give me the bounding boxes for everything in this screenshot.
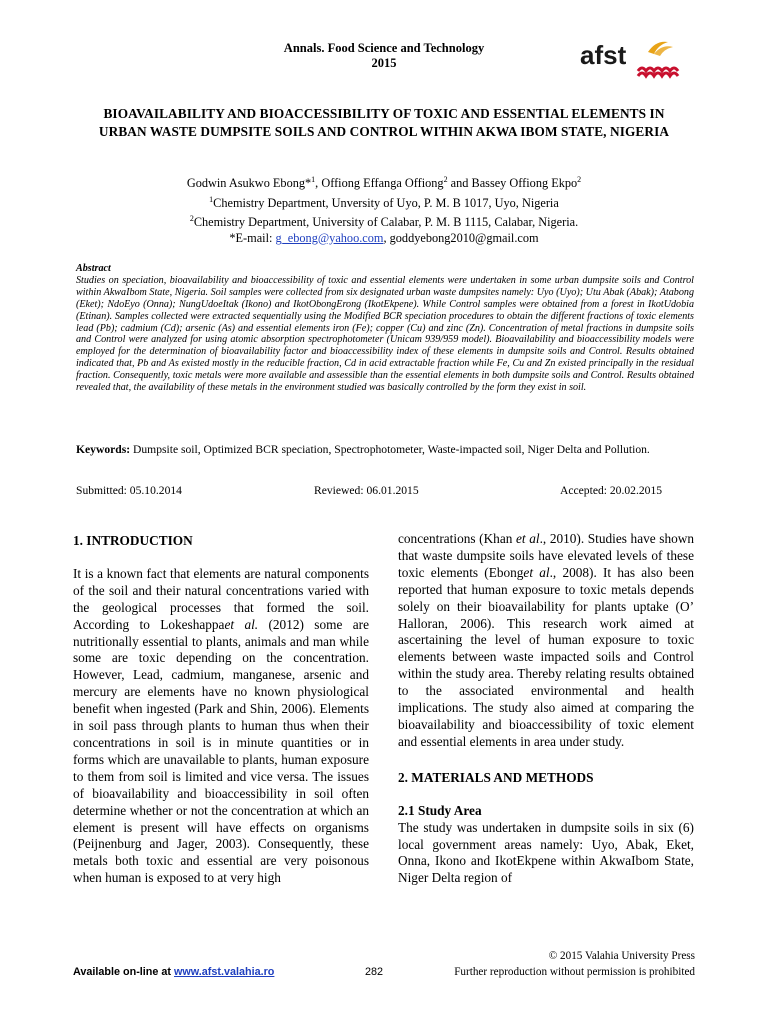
author-2-aff: 2 xyxy=(443,175,448,184)
intro-text-1: It is a known fact that elements are natural components of the soil and their natural concentrations varied with the geological processes that formed the soil. According to Lokeshappa xyxy=(73,565,369,632)
email-label: *E-mail: xyxy=(229,230,276,245)
section-introduction-heading: 1. INTRODUCTION xyxy=(73,533,193,548)
author-3: and Bassey Offiong Ekpo xyxy=(447,176,578,191)
journal-year: 2015 xyxy=(371,56,397,70)
affiliation-2-text: Chemistry Department, University of Calabar, P. M. B 1115, Calabar, Nigeria. xyxy=(193,215,579,230)
spacer xyxy=(398,751,694,768)
journal-name: Annals. Food Science and Technology xyxy=(283,41,485,55)
intro-cont-text-3: ., 2008). It has also been reported that human exposure to toxic metals depends solely on their bioavailability for plants uptake (O’ Halloran, 2006). This research work aimed at ascertaining the level of human exposure to toxic elements between waste impacted soils and Control within the study area. Thereby relating results obtained to the associated environmental and health implications. The study also aimed at comparing the bioavailability and bioaccessibility of toxic element and essential elements in area under study. xyxy=(398,564,695,749)
email-line xyxy=(60,231,708,247)
author-2: , Offiong Effanga Offiong xyxy=(315,176,444,191)
afst-logo xyxy=(578,38,698,80)
study-area-paragraph: The study was undertaken in dumpsite soils in six (6) local government areas namely: Uyo, Abak, Eket, Onna, Ikono and IkotEkpene within AkwaIbom State, Niger Delta region of xyxy=(398,819,694,886)
intro-cont-etal-2: et al xyxy=(523,564,550,580)
left-column xyxy=(73,531,369,887)
author-1-aff: 1 xyxy=(311,175,316,184)
keywords-text: Dumpsite soil, Optimized BCR speciation, Spectrophotometer, Waste-impacted soil, Niger Delta and Pollution. xyxy=(130,443,650,456)
rights-notice: Further reproduction without permission is prohibited xyxy=(454,966,695,978)
availability-label: Available on-line at xyxy=(73,966,174,978)
availability-line xyxy=(73,966,274,978)
email-2: , goddyebong2010@gmail.com xyxy=(383,230,539,245)
right-column xyxy=(398,531,694,887)
copyright-notice: © 2015 Valahia University Press xyxy=(548,950,695,962)
author-names xyxy=(60,172,708,192)
author-1: Godwin Asukwo Ebong* xyxy=(186,176,312,191)
page-footer xyxy=(73,966,695,982)
intro-cont-text-1: concentrations (Khan xyxy=(398,531,516,546)
submitted-date: Submitted: 05.10.2014 xyxy=(76,484,182,497)
section-methods-heading: 2. MATERIALS AND METHODS xyxy=(398,769,594,785)
introduction-paragraph xyxy=(73,566,369,887)
accepted-date: Accepted: 20.02.2015 xyxy=(560,484,663,497)
affiliation-2-marker: 2 xyxy=(189,214,194,224)
abstract-heading: Abstract xyxy=(76,263,111,274)
affiliation-1-text: Chemistry Department, Unversity of Uyo, P. M. B 1017, Uyo, Nigeria xyxy=(213,195,559,210)
intro-cont-text-2: ., 2010). Studies have shown that waste dumpsite soils have elevated levels of these toxic elements (Ebong xyxy=(398,531,694,580)
paper-title: BIOAVAILABILITY AND BIOACCESSIBILITY OF TOXIC AND ESSENTIAL ELEMENTS IN URBAN WASTE DUMPSITE SOILS AND CONTROL WITHIN AKWA IBOM STATE, NIGERIA xyxy=(98,106,670,139)
affiliation-2 xyxy=(60,211,708,231)
author-block xyxy=(60,172,708,246)
intro-text-2: (2012) some are nutritionally essential to plants, animals and man while some are toxic depending on the concentration. However, Lead, cadmium, manganese, arsenic and mercury are elements have no known physiological benefit when ingested (Park and Shin, 2006). Elements in soil pass through plants to human thus when their concentrations in soil is in minute quantities or in forms which are unavailable to plants, human exposure to them from soil is limited and vice versa. The issues of bioavailability and bioaccessibility in soil often determine whether or not the concentration at which an element is present will have effects on organisms (Peijnenburg and Jager, 2003). Consequently, these metals both toxic and essential are very poisonous when human is exposed to at very high xyxy=(73,616,369,886)
submission-dates xyxy=(76,484,676,500)
email-link-1[interactable]: g_ebong@yahoo.com xyxy=(275,230,384,245)
afst-logo-text: afst xyxy=(580,40,627,70)
affiliation-1 xyxy=(60,192,708,212)
author-3-aff: 2 xyxy=(577,175,582,184)
journal-website-link[interactable]: www.afst.valahia.ro xyxy=(174,966,275,978)
keywords-label: Keywords: xyxy=(76,443,131,456)
intro-etal: et al. xyxy=(224,616,259,632)
keywords xyxy=(76,442,694,457)
affiliation-1-marker: 1 xyxy=(209,194,214,204)
abstract-text: Studies on speciation, bioavailability and bioaccessibility of toxic and essential elements were undertaken in some urban dumpsite soils and Control within AkwaIbom State, Nigeria. Soil samples were collected from six designated urban waste dumpsites namely: Uyo (Uyo); Utu Abak (Abak); Atabong (Eket); NdoEyo (Onna); NungUdoeItak (Ikono) and IkotObongErong (IkotEkpene). While Control samples were obtained from a forest in IkotUdobia (Etinan). Samples collected were extracted sequentially using the Modified BCR speciation procedures to obtain the different fractions of toxic elements lead (Pb); cadmium (Cd); arsenic (As) and essential elements iron (Fe); copper (Cu) and zinc (Zn). Concentration of metal fractions in dumpsite soils and Control were analyzed for using atomic absorption spectrophotometer (Unicam 939/959 model). Bioavailability and bioaccessibility models were employed for the determination of bioavailability factor and bioaccessibility index of these elements in dumpsite soils and Control. Results obtained indicated that, Pb and As existed mostly in the reducible fraction, Cd in acid extractable fraction while Fe, Cu and Zn existed principally in the residual fraction. Consequently, toxic metals were more available and assessible than the essential elements in both dumpsite soils and Control. Results obtained revealed that, the availability of these metals in the environment studied was basically controlled by the form they exist in soil. xyxy=(76,274,694,394)
page-number: 282 xyxy=(365,966,384,978)
introduction-continued-paragraph xyxy=(398,531,694,751)
subsection-study-area-heading: 2.1 Study Area xyxy=(398,802,482,818)
intro-cont-etal-1: et al xyxy=(516,531,540,546)
reviewed-date: Reviewed: 06.01.2015 xyxy=(314,484,419,497)
abstract xyxy=(76,263,694,394)
